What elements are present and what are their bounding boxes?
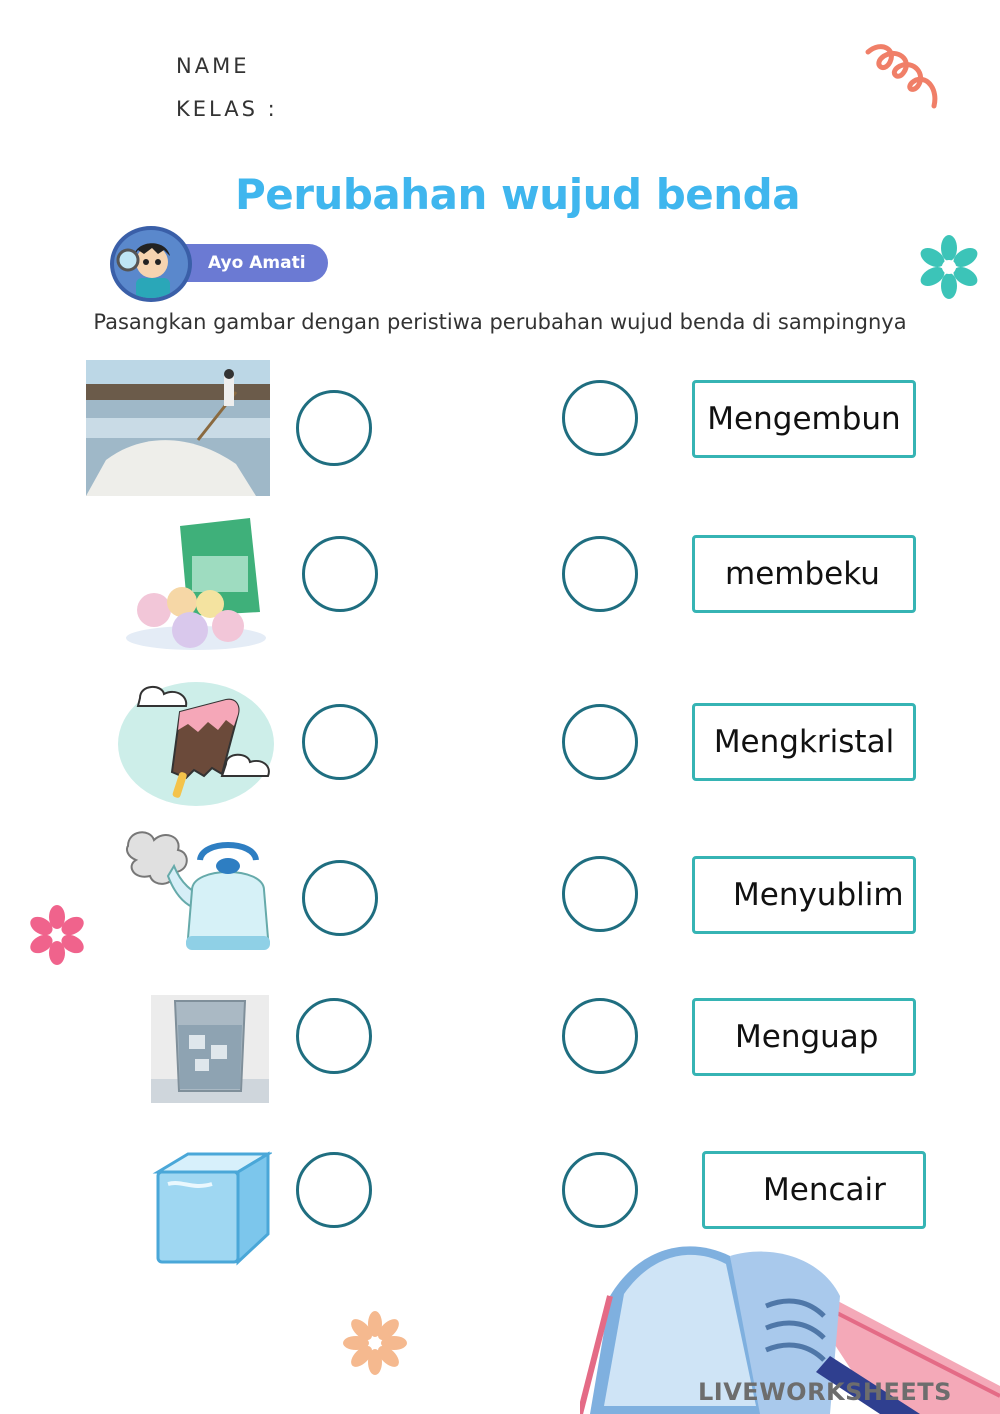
mothballs-icon	[122, 516, 268, 656]
pink-flower-icon	[24, 904, 90, 966]
left-answer-circle-2[interactable]	[302, 536, 378, 612]
page-title: Perubahan wujud benda	[234, 170, 801, 219]
picture-glass	[151, 995, 269, 1103]
answer-box-mengkristal: Mengkristal	[692, 703, 916, 781]
left-answer-circle-5[interactable]	[296, 998, 372, 1074]
melting-popsicle-icon	[114, 672, 278, 812]
right-answer-circle-5[interactable]	[562, 998, 638, 1074]
ice-cube-icon	[152, 1150, 272, 1266]
right-answer-circle-4[interactable]	[562, 856, 638, 932]
answer-box-mencair: Mencair	[702, 1151, 926, 1229]
left-answer-circle-3[interactable]	[302, 704, 378, 780]
answer-box-membeku: membeku	[692, 535, 916, 613]
glass-of-water-icon	[151, 995, 269, 1103]
right-answer-circle-3[interactable]	[562, 704, 638, 780]
left-answer-circle-4[interactable]	[302, 860, 378, 936]
instruction-text: Pasangkan gambar dengan peristiwa perubahan wujud benda di sampingnya	[93, 310, 907, 334]
right-answer-circle-1[interactable]	[562, 380, 638, 456]
picture-ice-cube	[152, 1150, 272, 1266]
picture-salt-field	[86, 360, 270, 496]
picture-mothballs	[122, 516, 268, 656]
picture-popsicle	[114, 672, 278, 812]
squiggle-icon	[862, 40, 946, 116]
liveworksheets-logo: LIVEWORKSHEETS	[698, 1378, 952, 1406]
picture-kettle	[124, 826, 270, 960]
peach-flower-icon	[340, 1310, 410, 1376]
right-answer-circle-2[interactable]	[562, 536, 638, 612]
left-answer-circle-1[interactable]	[296, 390, 372, 466]
name-label: NAME	[176, 54, 250, 78]
answer-box-mengembun: Mengembun	[692, 380, 916, 458]
left-answer-circle-6[interactable]	[296, 1152, 372, 1228]
right-answer-circle-6[interactable]	[562, 1152, 638, 1228]
boiling-kettle-icon	[124, 826, 270, 960]
boy-with-magnifier-icon	[114, 230, 188, 298]
answer-box-menyublim: Menyublim	[692, 856, 916, 934]
class-label: KELAS :	[176, 97, 278, 121]
salt-field-icon	[86, 360, 270, 496]
ayo-amati-badge: Ayo Amati	[150, 244, 328, 282]
answer-box-menguap: Menguap	[692, 998, 916, 1076]
avatar	[110, 226, 192, 302]
teal-flower-icon	[916, 234, 982, 300]
